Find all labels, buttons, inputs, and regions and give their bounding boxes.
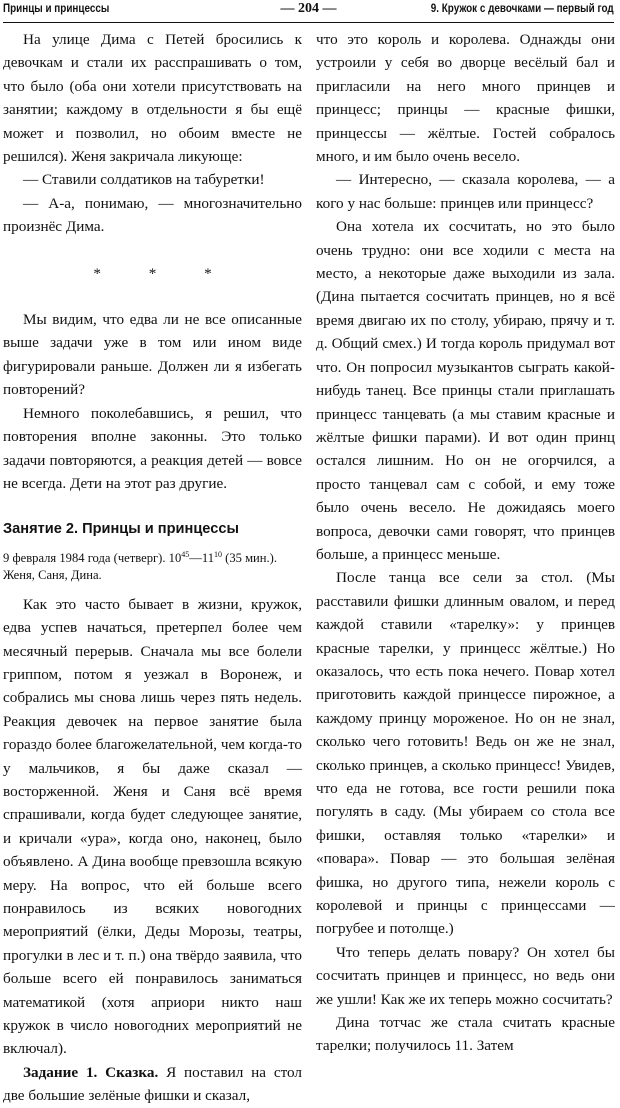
section-break-asterisks: * * * [93,264,234,282]
page-number: — 204 — [280,1,337,16]
running-header [3,0,614,23]
section-heading: Занятие 2. Принцы и принцессы [3,521,239,538]
paragraph: Мы видим, что едва ли не все описанные выше задачи уже в том или ином виде фигурировали раньше. Должен ли я избегать повторений? [3,311,302,399]
paragraph: Немного поколебавшись, я решил, что повторения вполне законны. Это только задачи повторяются, а реакция детей — вовсе не всегда. Дети на этот раз другие. [3,404,302,492]
paragraph: На улице Дима с Петей бросились к девочкам и стали их расспрашивать о том, что было (оба они хотели присутствовать на занятии; каждому в отдельности я бы ещё может и позволил, но обоим вместе не решился). Женя закричала ликующе: [3,31,302,166]
paragraph: Она хотела их сосчитать, но это было очень трудно: они все ходили с места на место, а некоторые даже выходили из зала. (Дина пытается сосчитать принцев, но я всё время двигаю их по столу, убираю, прячу и т. д. Общий смех.) И тогда король придумал вот что. Он попросил музыкантов сыграть какой-нибудь танец. Все принцы стали приглашать принцесс танцевать (а мы ставим красные и жёлтые фишки парами). И вот один принц остался лишним. Но он не огорчился, а просто танцевал сам с собой, и ему тоже было очень весело. Не дожидаясь моего вопроса, девочки сами говорят, что принцев больше, а принцесс меньше. [316,218,615,563]
task-text: Я поставил на стол две большие зелёные фишки и сказал, [3,1063,302,1105]
paragraph: Дина тотчас же стала считать красные тарелки; получилось 11. Затем [316,1014,615,1055]
end-minutes: 10 [214,549,222,559]
spacer [3,239,302,262]
spacer [3,584,302,593]
right-column [316,28,615,1058]
start-minutes: 45 [181,549,190,559]
spacer [3,285,302,308]
paragraph: что это король и королева. Однажды они устроили у себя во дворце весёлый бал и пригласили на него много принцев и принцесс; принцы — красные фишки, принцессы — жёлтые. Гостей собралось много, и им было очень весело. [316,31,615,166]
dialogue-line: — А-а, понимаю, — многозначительно произнёс Дима. [3,194,302,236]
dialogue-line: — Ставили солдатиков на табуретки! [23,171,265,189]
left-column [3,28,302,1108]
session-duration: (35 мин.). [222,550,278,565]
header-section-title: 9. Кружок с девочками — первый год [431,3,614,15]
task-label: Задание 1. Сказка. [23,1063,159,1081]
session-participants: Женя, Саня, Дина. [3,567,102,582]
session-meta [3,550,302,567]
dialogue-line: — Интересно, — сказала королева, — а кого у нас больше: принцев или принцесс? [316,171,615,212]
text-columns [3,28,615,1105]
header-chapter-title: Принцы и принцессы [3,3,110,15]
paragraph: Что теперь делать повару? Он хотел бы сосчитать принцев и принцесс, но ведь они же ушли! Как же их теперь можно сосчитать? [316,943,615,1008]
spacer [3,542,302,550]
spacer [3,495,302,518]
session-date: 9 февраля 1984 года (четверг). 10 [3,550,182,565]
paragraph: После танца все сели за стол. (Мы расставили фишки длинным овалом, и перед каждой ставили «тарелку»: у принцев красные тарелки, у принцесс жёлтые.) Но оказалось, что есть пока нечего. Повар хотел приготовить каждой принцессе пирожное, а каждому принцу мороженое. Но он не знал, сколько чего готовить! Ведь он же не знал, сколько принцев, а сколько принцесс! Увидев, что еда не готова, все гости решили пока погулять в саду. (Мы убираем со стола все фишки, оставляя только «тарелки» и «повара». Повар — это большая зелёная фишка, но другого типа, нежели король с королевой и принцы с принцессами — погрубее и потолще.) [316,569,615,938]
time-dash: —11 [189,550,214,565]
paragraph: Как это часто бывает в жизни, кружок, едва успев начаться, претерпел более чем месячный перерыв. Сначала мы все болели гриппом, потом я уезжал в Воронеж, и собрались мы снова лишь через пять недель. Реакция девочек на первое занятие была гораздо более благожелательной, чем когда-то у мальчиков, я бы даже сказал — восторженной. Женя и Саня всё время спрашивали, когда будет следующее занятие, и кричали «ура», когда оно, наконец, было объявлено. А Дина вообще превзошла всякую меру. На вопрос, что ей больше всего понравилось из всяких новогодних мероприятий (ёлки, Деды Морозы, театры, прогулки в лес и т. п.) она твёрдо заявила, что больше всего ей понравилось заниматься математикой (хотя априори никто наш кружок в число новогодних мероприятий не включал). [3,595,302,1058]
task-paragraph [3,1061,302,1108]
